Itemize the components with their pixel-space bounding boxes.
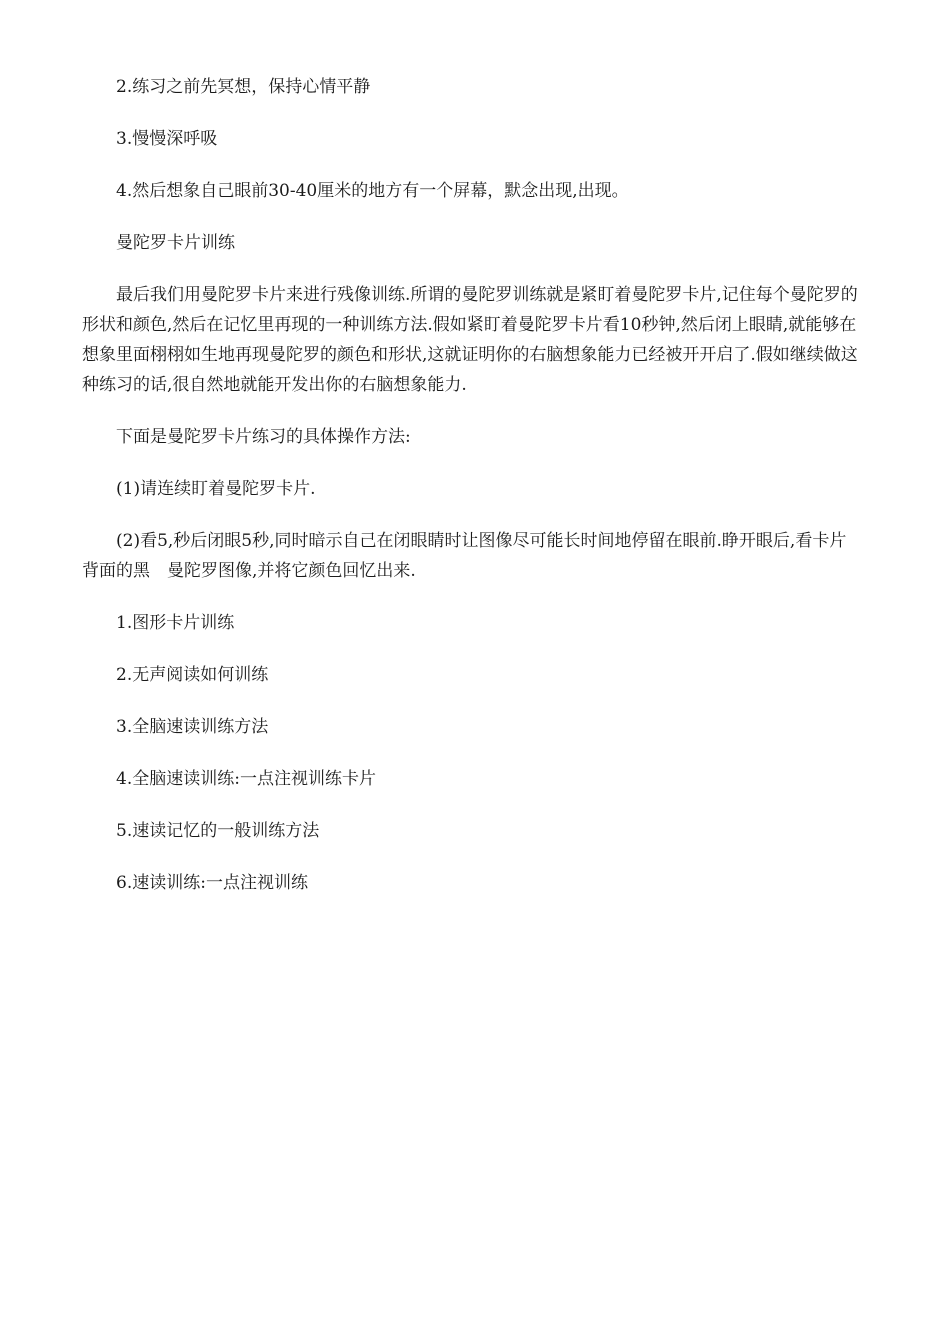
list-item-related-3: 3.全脑速读训练方法 bbox=[116, 717, 269, 737]
body-paragraph-method-intro: 下面是曼陀罗卡片练习的具体操作方法: bbox=[116, 427, 411, 447]
list-item-method-2: (2)看5,秒后闭眼5秒,同时暗示自己在闭眼睛时让图像尽可能长时间地停留在眼前.睁开眼后,看卡片背面的黑 曼陀罗图像,并将它颜色回忆出来. bbox=[82, 531, 847, 581]
list-item-step-2: 2.练习之前先冥想，保持心情平静 bbox=[116, 77, 371, 97]
list-item-related-6: 6.速读训练:一点注视训练 bbox=[116, 873, 308, 893]
list-item-step-3: 3.慢慢深呼吸 bbox=[116, 129, 218, 149]
list-item-related-5: 5.速读记忆的一般训练方法 bbox=[116, 821, 320, 841]
list-item-related-2: 2.无声阅读如何训练 bbox=[116, 665, 269, 685]
body-paragraph-intro: 最后我们用曼陀罗卡片来进行残像训练.所谓的曼陀罗训练就是紧盯着曼陀罗卡片,记住每个曼陀罗的形状和颜色,然后在记忆里再现的一种训练方法.假如紧盯着曼陀罗卡片看10秒钟,然后闭上眼睛,就能够在想象里面栩栩如生地再现曼陀罗的颜色和形状,这就证明你的右脑想象能力已经被开开启了.假如继续做这种练习的话,很自然地就能开发出你的右脑想象能力. bbox=[82, 285, 858, 395]
list-item-step-4: 4.然后想象自己眼前30-40厘米的地方有一个屏幕，默念出现,出现。 bbox=[116, 181, 629, 201]
list-item-related-1: 1.图形卡片训练 bbox=[116, 613, 235, 633]
list-item-method-1: (1)请连续盯着曼陀罗卡片. bbox=[116, 479, 316, 499]
list-item-related-4: 4.全脑速读训练:一点注视训练卡片 bbox=[116, 769, 376, 789]
document-body bbox=[82, 72, 860, 920]
section-heading: 曼陀罗卡片训练 bbox=[116, 233, 235, 253]
